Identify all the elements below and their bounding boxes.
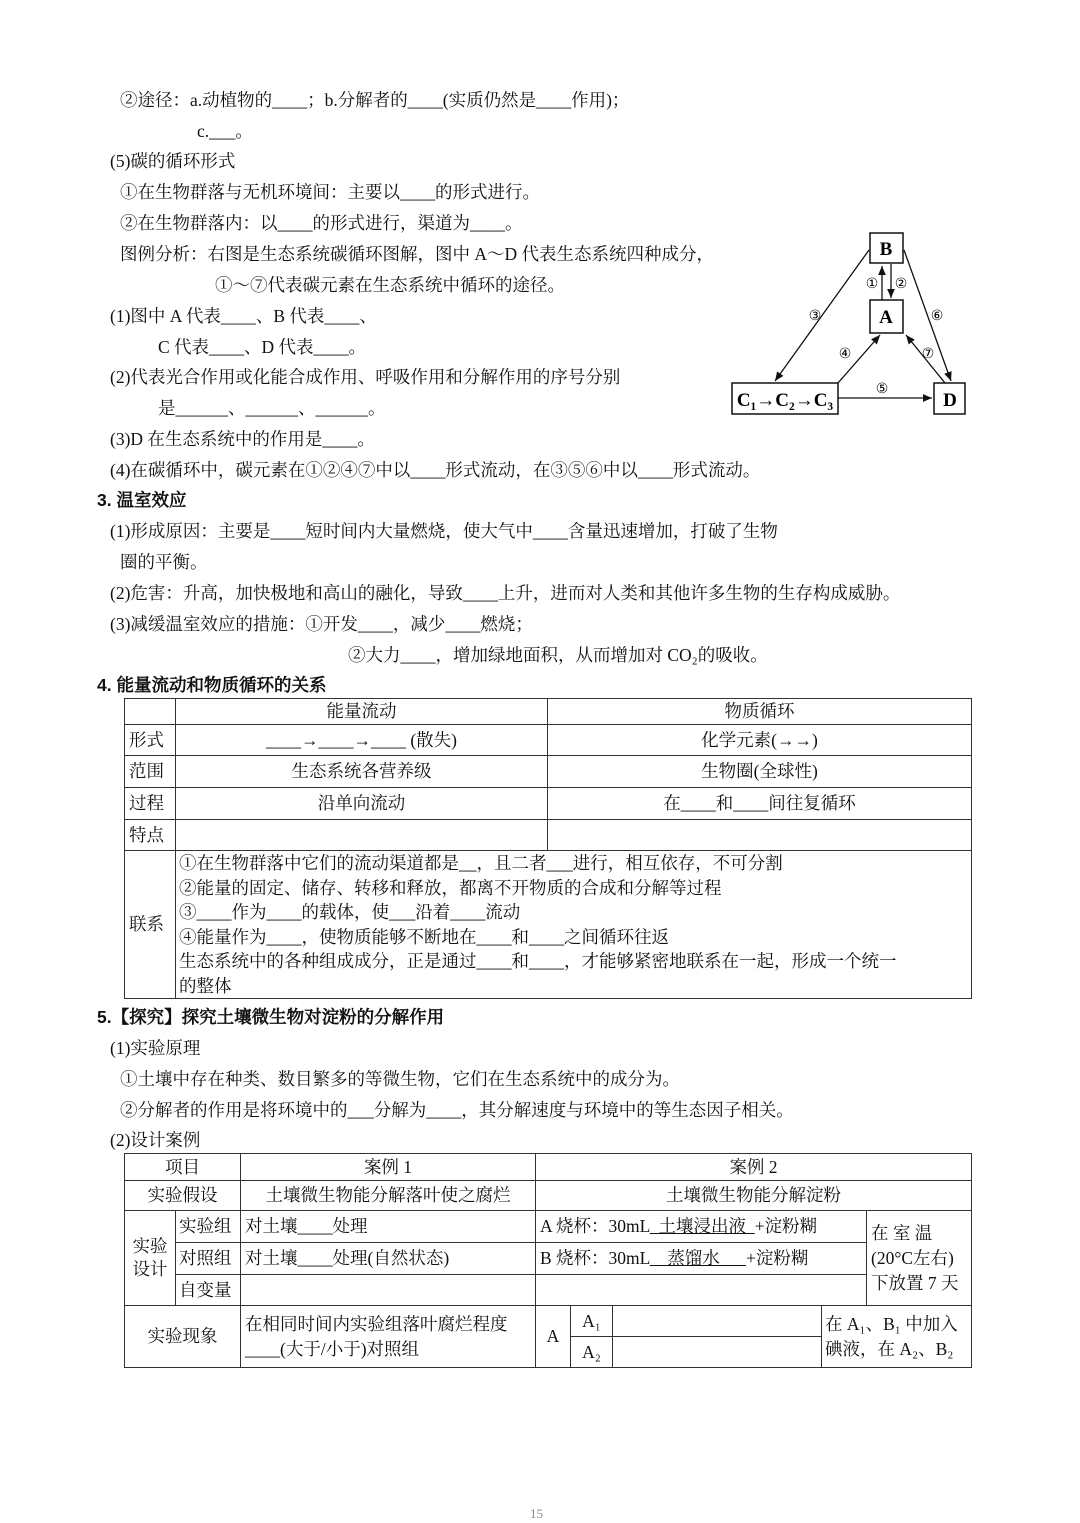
- node-c-label: C₁→C₂→C₃: [736, 390, 834, 411]
- experiment-design-table: [124, 1153, 972, 1368]
- row-label: 形式: [125, 725, 176, 756]
- observation-a: A: [536, 1306, 571, 1368]
- text-line: 图例分析：右图是生态系统碳循环图解，图中 A～D 代表生态系统四种成分，: [120, 244, 715, 264]
- section-heading: 3. 温室效应: [97, 490, 187, 510]
- hypothesis-label: 实验假设: [125, 1181, 241, 1211]
- header-energy: 能量流动: [176, 699, 548, 725]
- section-heading: 4. 能量流动和物质循环的关系: [97, 675, 327, 695]
- path-label: ⑦: [921, 346, 935, 362]
- text-line: (3)D 在生态系统中的作用是____。: [110, 429, 375, 449]
- text-line: ①～⑦代表碳元素在生态系统中循环的途径。: [215, 275, 565, 295]
- header-matter: 物质循环: [548, 699, 972, 725]
- cell: 化学元素(→→): [548, 725, 972, 756]
- cell: 沿单向流动: [176, 788, 548, 820]
- text-line: (1)实验原理: [110, 1038, 201, 1058]
- header-case2: 案例 2: [536, 1154, 972, 1181]
- header-item: 项目: [125, 1154, 241, 1181]
- observation-a1: A₁: [571, 1306, 613, 1337]
- variable-label: 自变量: [176, 1275, 241, 1306]
- row-label: 范围: [125, 756, 176, 788]
- link-line: 的整体: [179, 975, 232, 996]
- ctl-group-label: 对照组: [176, 1243, 241, 1275]
- link-line: ③____作为____的载体，使___沿着____流动: [179, 902, 521, 922]
- exp-case1: 对土壤____处理: [241, 1211, 536, 1243]
- header-case1: 案例 1: [241, 1154, 536, 1181]
- text-line: (5)碳的循环形式: [110, 151, 236, 171]
- link-line: ①在生物群落中它们的流动渠道都是__，且二者___进行，相互依存，不可分割: [179, 853, 783, 873]
- text-line: ②在生物群落内：以____的形式进行，渠道为____。: [120, 213, 523, 233]
- condition-note: 在 室 温 (20°C左右) 下放置 7 天: [867, 1211, 972, 1306]
- energy-matter-table: [124, 698, 972, 999]
- cell: [548, 820, 972, 851]
- observation-a2: A₂: [571, 1337, 613, 1368]
- variable-case1: [241, 1275, 536, 1306]
- observation-note: 在 A₁、B₁ 中加入碘液，在 A₂、B₂: [822, 1306, 972, 1368]
- node-b-label: B: [879, 239, 893, 260]
- text-line: ①在生物群落与无机环境间：主要以____的形式进行。: [120, 182, 540, 202]
- text-line: ②大力____，增加绿地面积，从而增加对 CO₂的吸收。: [348, 645, 768, 665]
- link-line: ④能量作为____，使物质能够不断地在____和____之间循环往返: [179, 926, 669, 947]
- text-line: ②分解者的作用是将环境中的___分解为____，其分解速度与环境中的等生态因子相关。: [120, 1100, 794, 1120]
- text-line: (2)代表光合作用或化能合成作用、呼吸作用和分解作用的序号分别: [110, 367, 621, 387]
- text-line: (3)减缓温室效应的措施：①开发____，减少____燃烧；: [110, 614, 533, 634]
- section-heading: 5.【探究】探究土壤微生物对淀粉的分解作用: [97, 1007, 445, 1027]
- text-line: ①土壤中存在种类、数目繁多的等微生物，它们在生态系统中的成分为。: [120, 1069, 680, 1089]
- text: +淀粉糊: [754, 1216, 818, 1236]
- text-line: 是______、______、______。: [158, 398, 386, 418]
- cell: [176, 820, 548, 851]
- node-d-label: D: [943, 390, 957, 411]
- filled-blank: 蒸馏水: [649, 1248, 746, 1268]
- cell: 生态系统各营养级: [176, 756, 548, 788]
- observation-label: 实验现象: [125, 1306, 241, 1368]
- hypothesis-case2: 土壤微生物能分解淀粉: [536, 1181, 972, 1211]
- filled-blank: 土壤浸出液: [649, 1216, 755, 1236]
- page-number: 15: [530, 1506, 543, 1521]
- row-label: 特点: [125, 820, 176, 851]
- text-line: (1)图中 A 代表____、B 代表____、: [110, 306, 377, 326]
- variable-case2: [536, 1275, 867, 1306]
- text-line: ②途径：a.动植物的____；b.分解者的____(实质仍然是____作用)；: [120, 90, 630, 110]
- carbon-cycle-diagram: [0, 0, 1080, 460]
- cell: 在____和____间往复循环: [548, 788, 972, 820]
- text: A 烧杯：30mL: [540, 1216, 650, 1236]
- link-line: 生态系统中的各种组成成分，正是通过____和____，才能够紧密地联系在一起，形成一个统一: [179, 951, 897, 971]
- node-a-label: A: [879, 307, 893, 328]
- path-label: ⑤: [875, 381, 889, 397]
- path-label: ④: [838, 346, 852, 362]
- text-line: (2)危害：升高，加快极地和高山的融化，导致____上升，进而对人类和其他许多生物的生存构成威胁。: [110, 583, 901, 603]
- hypothesis-case1: 土壤微生物能分解落叶使之腐烂: [241, 1181, 536, 1211]
- row-label: 联系: [125, 851, 176, 999]
- text-line: C 代表____、D 代表____。: [158, 337, 367, 357]
- cell: ____→____→____ (散失): [176, 725, 548, 756]
- observation-a2-result: [613, 1337, 822, 1368]
- row-label: 过程: [125, 788, 176, 820]
- text-line: (1)形成原因：主要是____短时间内大量燃烧，使大气中____含量迅速增加，打破了生物: [110, 521, 778, 541]
- ctl-case1: 对土壤____处理(自然状态): [241, 1243, 536, 1275]
- text-line: 圈的平衡。: [120, 552, 208, 572]
- path-label: ②: [894, 276, 908, 292]
- observation-a1-result: [613, 1306, 822, 1337]
- text: B 烧杯：30mL: [540, 1248, 650, 1268]
- path-label: ①: [865, 276, 879, 292]
- text-line: (2)设计案例: [110, 1130, 201, 1150]
- text: +淀粉糊: [745, 1248, 809, 1268]
- exp-case2: [536, 1211, 867, 1243]
- exp-group-label: 实验组: [176, 1211, 241, 1243]
- link-line: ②能量的固定、储存、转移和释放，都离不开物质的合成和分解等过程: [179, 877, 722, 898]
- text-line: (4)在碳循环中，碳元素在①②④⑦中以____形式流动，在③⑤⑥中以____形式流动。: [110, 460, 761, 480]
- text-line: c.___。: [197, 121, 253, 141]
- design-label: 实验设计: [125, 1211, 176, 1306]
- observation-case1: 在相同时间内实验组落叶腐烂程度____(大于/小于)对照组: [241, 1306, 536, 1368]
- cell: 生物圈(全球性): [548, 756, 972, 788]
- path-label: ③: [808, 308, 822, 324]
- ctl-case2: [536, 1243, 867, 1275]
- path-label: ⑥: [930, 308, 944, 324]
